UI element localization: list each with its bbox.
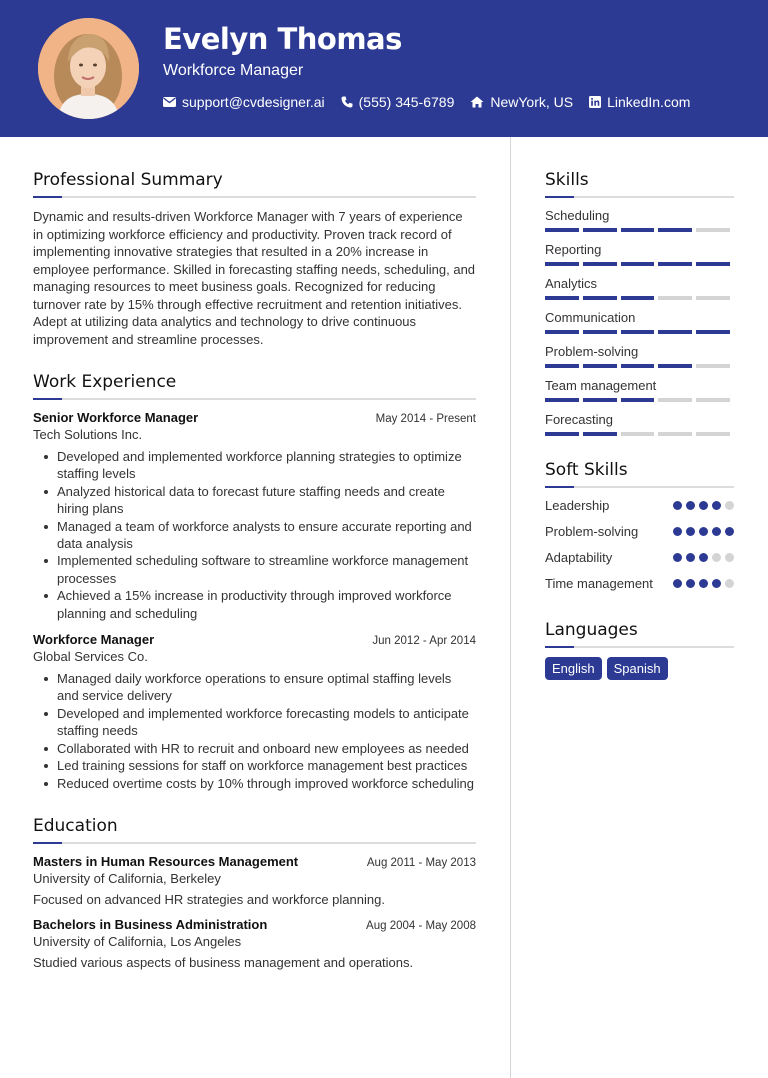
- school-name: University of California, Los Angeles: [33, 933, 242, 949]
- skills-list: [545, 208, 734, 436]
- rating-dot: [725, 527, 734, 536]
- list-item: Achieved a 15% increase in productivity through improved workforce planning and scheduling: [33, 587, 476, 622]
- envelope-icon: [163, 97, 176, 107]
- skill-level-segment: [621, 296, 655, 300]
- section-rule: [33, 196, 476, 198]
- skill-name: Reporting: [545, 242, 602, 257]
- skill-level-bar: [545, 296, 734, 300]
- skill-level-bar: [545, 330, 734, 334]
- degree-title: Bachelors in Business Administration: [33, 916, 268, 932]
- languages-section: [545, 620, 734, 680]
- skill-level-bar: [545, 432, 734, 436]
- skill-level-segment: [658, 432, 692, 436]
- skill-level-segment: [621, 330, 655, 334]
- list-item: Reduced overtime costs by 10% through improved workforce scheduling: [33, 775, 476, 792]
- job-date: Jun 2012 - Apr 2014: [372, 635, 476, 648]
- skill-level-segment: [658, 262, 692, 266]
- skill-level-segment: [696, 364, 730, 368]
- skill-level-segment: [696, 262, 730, 266]
- education-entry: [33, 854, 476, 907]
- skill-level-bar: [545, 228, 734, 232]
- soft-skill-rating: [669, 579, 734, 588]
- rating-dot: [712, 579, 721, 588]
- skill-level-segment: [545, 262, 579, 266]
- education-date: Aug 2004 - May 2008: [366, 919, 476, 932]
- rating-dot: [725, 501, 734, 510]
- contact-linkedin[interactable]: [589, 94, 690, 110]
- rating-dot: [686, 501, 695, 510]
- soft-skill-item: [545, 497, 734, 514]
- rating-dot: [686, 579, 695, 588]
- job-bullets: [33, 670, 476, 792]
- soft-skill-name: Adaptability: [545, 550, 613, 565]
- soft-skills-list: [545, 497, 734, 592]
- contact-phone-text: (555) 345-6789: [358, 94, 455, 110]
- rating-dot: [725, 553, 734, 562]
- skill-level-segment: [545, 296, 579, 300]
- experience-section: [33, 372, 476, 792]
- skill-level-segment: [621, 262, 655, 266]
- rating-dot: [712, 527, 721, 536]
- job-company: Global Services Co.: [33, 649, 148, 665]
- skill-level-segment: [545, 398, 579, 402]
- skill-item: [545, 412, 734, 436]
- language-badge: Spanish: [607, 657, 668, 680]
- skill-level-segment: [583, 296, 617, 300]
- rating-dot: [699, 553, 708, 562]
- skill-level-segment: [545, 228, 579, 232]
- section-rule: [545, 196, 734, 198]
- list-item: Analyzed historical data to forecast future staffing needs and create hiring plans: [33, 483, 476, 518]
- skill-level-segment: [696, 228, 730, 232]
- list-item: Developed and implemented workforce forecasting models to anticipate staffing needs: [33, 705, 476, 740]
- soft-skill-rating: [669, 553, 734, 562]
- skill-level-segment: [658, 330, 692, 334]
- section-rule: [545, 486, 734, 488]
- list-item: Managed a team of workforce analysts to ensure accurate reporting and data analysis: [33, 518, 476, 553]
- soft-skill-rating: [669, 501, 734, 510]
- education-date: Aug 2011 - May 2013: [366, 856, 476, 869]
- skills-title: Skills: [545, 170, 589, 190]
- skill-level-segment: [696, 296, 730, 300]
- contact-email[interactable]: [163, 94, 325, 110]
- job-title: Senior Workforce Manager: [33, 410, 199, 425]
- soft-skill-name: Problem-solving: [545, 524, 639, 539]
- summary-section: [33, 170, 476, 348]
- rating-dot: [699, 579, 708, 588]
- list-item: Developed and implemented workforce planning strategies to optimize staffing levels: [33, 448, 476, 483]
- skill-name: Problem-solving: [545, 344, 639, 359]
- job-bullets: [33, 448, 476, 622]
- soft-skills-section: [545, 460, 734, 592]
- skill-level-segment: [545, 432, 579, 436]
- skill-name: Analytics: [545, 276, 598, 291]
- skills-section: [545, 170, 734, 436]
- skill-name: Team management: [545, 378, 657, 393]
- contact-location-text: NewYork, US: [490, 94, 574, 110]
- skill-level-segment: [583, 228, 617, 232]
- education-description: Focused on advanced HR strategies and workforce planning.: [33, 891, 385, 907]
- education-description: Studied various aspects of business management and operations.: [33, 954, 414, 970]
- skill-level-segment: [583, 398, 617, 402]
- job-date: May 2014 - Present: [375, 413, 476, 425]
- skill-level-segment: [696, 398, 730, 402]
- side-column: [545, 170, 734, 680]
- rating-dot: [712, 553, 721, 562]
- soft-skills-title: Soft Skills: [545, 460, 628, 480]
- soft-skill-item: [545, 523, 734, 540]
- skill-level-bar: [545, 262, 734, 266]
- contact-linkedin-text: LinkedIn.com: [607, 94, 691, 110]
- candidate-role: Workforce Manager: [163, 62, 304, 79]
- skill-level-segment: [658, 228, 692, 232]
- rating-dot: [673, 527, 682, 536]
- rating-dot: [699, 501, 708, 510]
- rating-dot: [686, 527, 695, 536]
- skill-level-segment: [583, 330, 617, 334]
- soft-skill-name: Time management: [545, 576, 653, 591]
- summary-text: Dynamic and results-driven Workforce Manager with 7 years of experience in optimizing workforce efficiency and productivity. Proven track record of implementing innovative strategies that resulted in a 20% increase in employee performance. Skilled in forecasting staffing needs, scheduling, and managing resources to meet business goals. Recognized for reducing turnover rate by 15% through effective recruitment and retention initiatives. Adept at utilizing data analytics and technology to drive continuous improvement and streamline processes.: [33, 209, 476, 347]
- skill-item: [545, 378, 734, 402]
- job-entry: [33, 632, 476, 792]
- linkedin-icon: [589, 96, 601, 108]
- soft-skill-name: Leadership: [545, 498, 610, 513]
- job-company: Tech Solutions Inc.: [33, 427, 143, 442]
- skill-level-segment: [658, 296, 692, 300]
- language-list: [545, 657, 734, 680]
- contact-email-text: support@cvdesigner.ai: [182, 94, 325, 110]
- soft-skill-item: [545, 549, 734, 566]
- section-rule: [545, 646, 734, 648]
- header-banner: [0, 0, 768, 137]
- rating-dot: [673, 553, 682, 562]
- education-title: Education: [33, 815, 118, 836]
- education-entry: [33, 917, 476, 970]
- school-name: University of California, Berkeley: [33, 870, 221, 886]
- rating-dot: [712, 501, 721, 510]
- skill-level-segment: [621, 398, 655, 402]
- skill-level-segment: [621, 364, 655, 368]
- list-item: Managed daily workforce operations to ensure optimal staffing levels and service delivery: [33, 670, 476, 705]
- main-column: [33, 170, 476, 970]
- skill-name: Forecasting: [545, 412, 613, 427]
- job-entry: [33, 410, 476, 622]
- skill-level-segment: [621, 228, 655, 232]
- skill-item: [545, 344, 734, 368]
- skill-item: [545, 242, 734, 266]
- skill-name: Communication: [545, 310, 636, 325]
- job-title: Workforce Manager: [33, 632, 155, 648]
- skill-level-bar: [545, 398, 734, 402]
- skill-item: [545, 310, 734, 334]
- skill-level-segment: [621, 432, 655, 436]
- language-badge: English: [545, 657, 602, 680]
- avatar: [38, 18, 139, 119]
- soft-skill-rating: [669, 527, 734, 536]
- list-item: Led training sessions for staff on workforce management best practices: [33, 757, 476, 774]
- skill-level-segment: [583, 262, 617, 266]
- list-item: Implemented scheduling software to streamline workforce management processes: [33, 552, 476, 587]
- skill-level-segment: [583, 364, 617, 368]
- list-item: Collaborated with HR to recruit and onboard new employees as needed: [33, 740, 476, 757]
- section-rule: [33, 842, 476, 844]
- skill-name: Scheduling: [545, 208, 610, 223]
- column-divider: [510, 137, 511, 1078]
- education-section: [33, 816, 476, 970]
- skill-level-segment: [696, 432, 730, 436]
- rating-dot: [725, 579, 734, 588]
- skill-item: [545, 208, 734, 232]
- degree-title: Masters in Human Resources Management: [33, 853, 299, 869]
- rating-dot: [686, 553, 695, 562]
- skill-level-segment: [658, 398, 692, 402]
- skill-level-bar: [545, 364, 734, 368]
- languages-title: Languages: [545, 620, 638, 640]
- contact-list: [163, 94, 706, 110]
- section-rule: [33, 398, 476, 400]
- rating-dot: [673, 579, 682, 588]
- candidate-name: Evelyn Thomas: [163, 22, 402, 56]
- summary-title: Professional Summary: [33, 170, 223, 190]
- experience-title: Work Experience: [33, 372, 177, 392]
- skill-level-segment: [583, 432, 617, 436]
- rating-dot: [699, 527, 708, 536]
- skill-level-segment: [545, 364, 579, 368]
- contact-location: [470, 94, 573, 110]
- contact-phone[interactable]: [341, 94, 455, 110]
- phone-icon: [341, 96, 353, 108]
- skill-level-segment: [696, 330, 730, 334]
- skill-item: [545, 276, 734, 300]
- skill-level-segment: [658, 364, 692, 368]
- home-icon: [470, 96, 484, 108]
- skill-level-segment: [545, 330, 579, 334]
- soft-skill-item: [545, 575, 734, 592]
- rating-dot: [673, 501, 682, 510]
